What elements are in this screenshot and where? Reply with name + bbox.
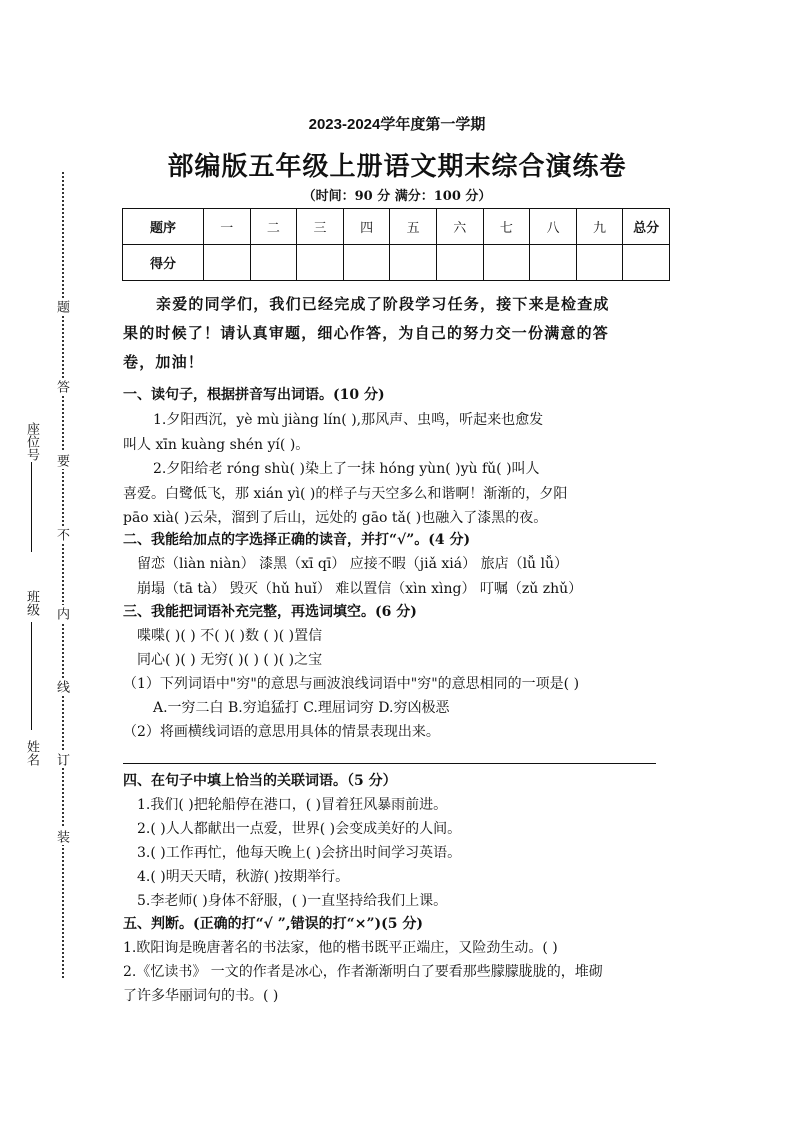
score-table-col: 八 [530,209,577,245]
score-cell[interactable] [204,245,251,281]
section1-line: 叫人 xīn kuàng shén yí( )。 [123,437,310,453]
score-cell[interactable] [530,245,577,281]
section4-line: 5.李老师( )身体不舒服，( )一直坚持给我们上课。 [137,893,448,909]
score-cell[interactable] [343,245,390,281]
section3-heading: 三、我能把词语补充完整，再选词填空。(6 分) [123,604,417,620]
section3-question2: （2）将画横线词语的意思用具体的情景表现出来。 [123,724,440,740]
section5-line: 了许多华丽词句的书。( ) [123,988,279,1004]
seat-number-label: 座位号 [24,422,39,461]
score-cell[interactable] [483,245,530,281]
section1-line: pāo xià( )云朵，溜到了后山，远处的 gāo tǎ( )也融入了漆黑的夜。 [123,510,548,526]
score-table [122,208,670,281]
section5-line: 2.《忆读书》 一文的作者是冰心，作者渐渐明白了要看那些朦朦胧胧的，堆砌 [123,964,603,980]
section4-line: 4.( )明天天晴，秋游( )按期举行。 [137,869,350,885]
intro-line: 亲爱的同学们，我们已经完成了阶段学习任务，接下来是检查成 [156,295,610,313]
section1-line: 1.夕阳西沉，yè mù jiàng lín( ),那风声、虫鸣，听起来也愈发 [153,412,544,428]
exam-meta: （时间：90 分 满分：100 分） [302,189,492,204]
score-table-row1-label: 题序 [123,209,204,245]
score-table-col: 七 [483,209,530,245]
score-cell[interactable] [250,245,297,281]
section3-question1: （1）下列词语中"穷"的意思与画波浪线词语中"穷"的意思相同的一项是( ) [123,676,580,692]
binding-dotted-line [62,172,64,978]
name-label: 姓名 [24,740,39,766]
binding-cut-char: 要 [54,454,69,467]
score-table-col: 一 [204,209,251,245]
binding-cut-char: 题 [54,300,69,313]
score-table-col: 二 [250,209,297,245]
section3-line: 喋喋( )( ) 不( )( )数 ( )( )置信 [137,628,323,644]
binding-cut-char: 内 [54,607,69,620]
binding-cut-char: 订 [54,753,69,766]
score-table-col: 五 [390,209,437,245]
seat-number-blank[interactable] [31,462,32,552]
section4-line: 2.( )人人都献出一点爱，世界( )会变成美好的人间。 [137,821,462,837]
score-table-col: 六 [436,209,483,245]
section4-line: 1.我们( )把轮船停在港口，( )冒着狂风暴雨前进。 [137,797,448,813]
intro-paragraph [123,290,678,377]
section4-heading: 四、在句子中填上恰当的关联词语。（5 分） [123,773,397,789]
section5-line: 1.欧阳询是晚唐著名的书法家，他的楷书既平正端庄，又险劲生动。( ) [123,940,558,956]
answer-line[interactable] [123,763,656,764]
page-title: 部编版五年级上册语文期末综合演练卷 [167,152,627,182]
section4-line: 3.( )工作再忙，他每天晚上( )会挤出时间学习英语。 [137,845,462,861]
school-year-label: 2023-2024学年度第一学期 [308,116,486,133]
binding-cut-char: 不 [54,528,69,541]
section5-heading: 五、判断。(正确的打“√ ”,错误的打“×”)(5 分) [123,916,424,932]
section3-line: 同心( )( ) 无穷( )( ) ( )( )之宝 [137,652,323,668]
section1-line: 2.夕阳给老 róng shù( )染上了一抹 hóng yùn( )yù fǔ( )叫人 [153,461,540,477]
class-blank[interactable] [31,622,32,730]
section2-line: 崩塌（tā tà） 毁灭（hǔ huǐ） 难以置信（xìn xìng） 叮嘱（zǔ zhǔ） [137,581,583,597]
score-cell[interactable] [390,245,437,281]
score-table-col: 九 [576,209,623,245]
section1-line: 喜爱。白鹭低飞，那 xián yì( )的样子与天空多么和谐啊！渐渐的，夕阳 [123,486,568,502]
score-cell-total[interactable] [623,245,670,281]
score-table-col: 三 [297,209,344,245]
score-table-row2-label: 得分 [123,245,204,281]
score-table-col: 四 [343,209,390,245]
score-table-col-total: 总分 [623,209,670,245]
binding-cut-char: 装 [54,830,69,843]
binding-cut-char: 线 [54,680,69,693]
intro-line: 果的时候了！请认真审题，细心作答，为自己的努力交一份满意的答 [123,324,610,342]
class-label: 班级 [24,590,39,616]
intro-line: 卷，加油！ [123,353,205,371]
score-cell[interactable] [297,245,344,281]
section3-question1-options: A.一穷二白 B.穷追猛打 C.理屈词穷 D.穷凶极恶 [153,700,450,716]
section2-heading: 二、我能给加点的字选择正确的读音，并打“√”。(4 分) [123,532,471,548]
score-cell[interactable] [436,245,483,281]
binding-cut-char: 答 [54,380,69,393]
score-cell[interactable] [576,245,623,281]
section1-heading: 一、读句子，根据拼音写出词语。(10 分) [123,387,385,403]
section2-line: 留恋（liàn niàn） 漆黑（xī qī） 应接不暇（jiǎ xiá） 旅店（lǚ lǚ） [137,556,569,572]
